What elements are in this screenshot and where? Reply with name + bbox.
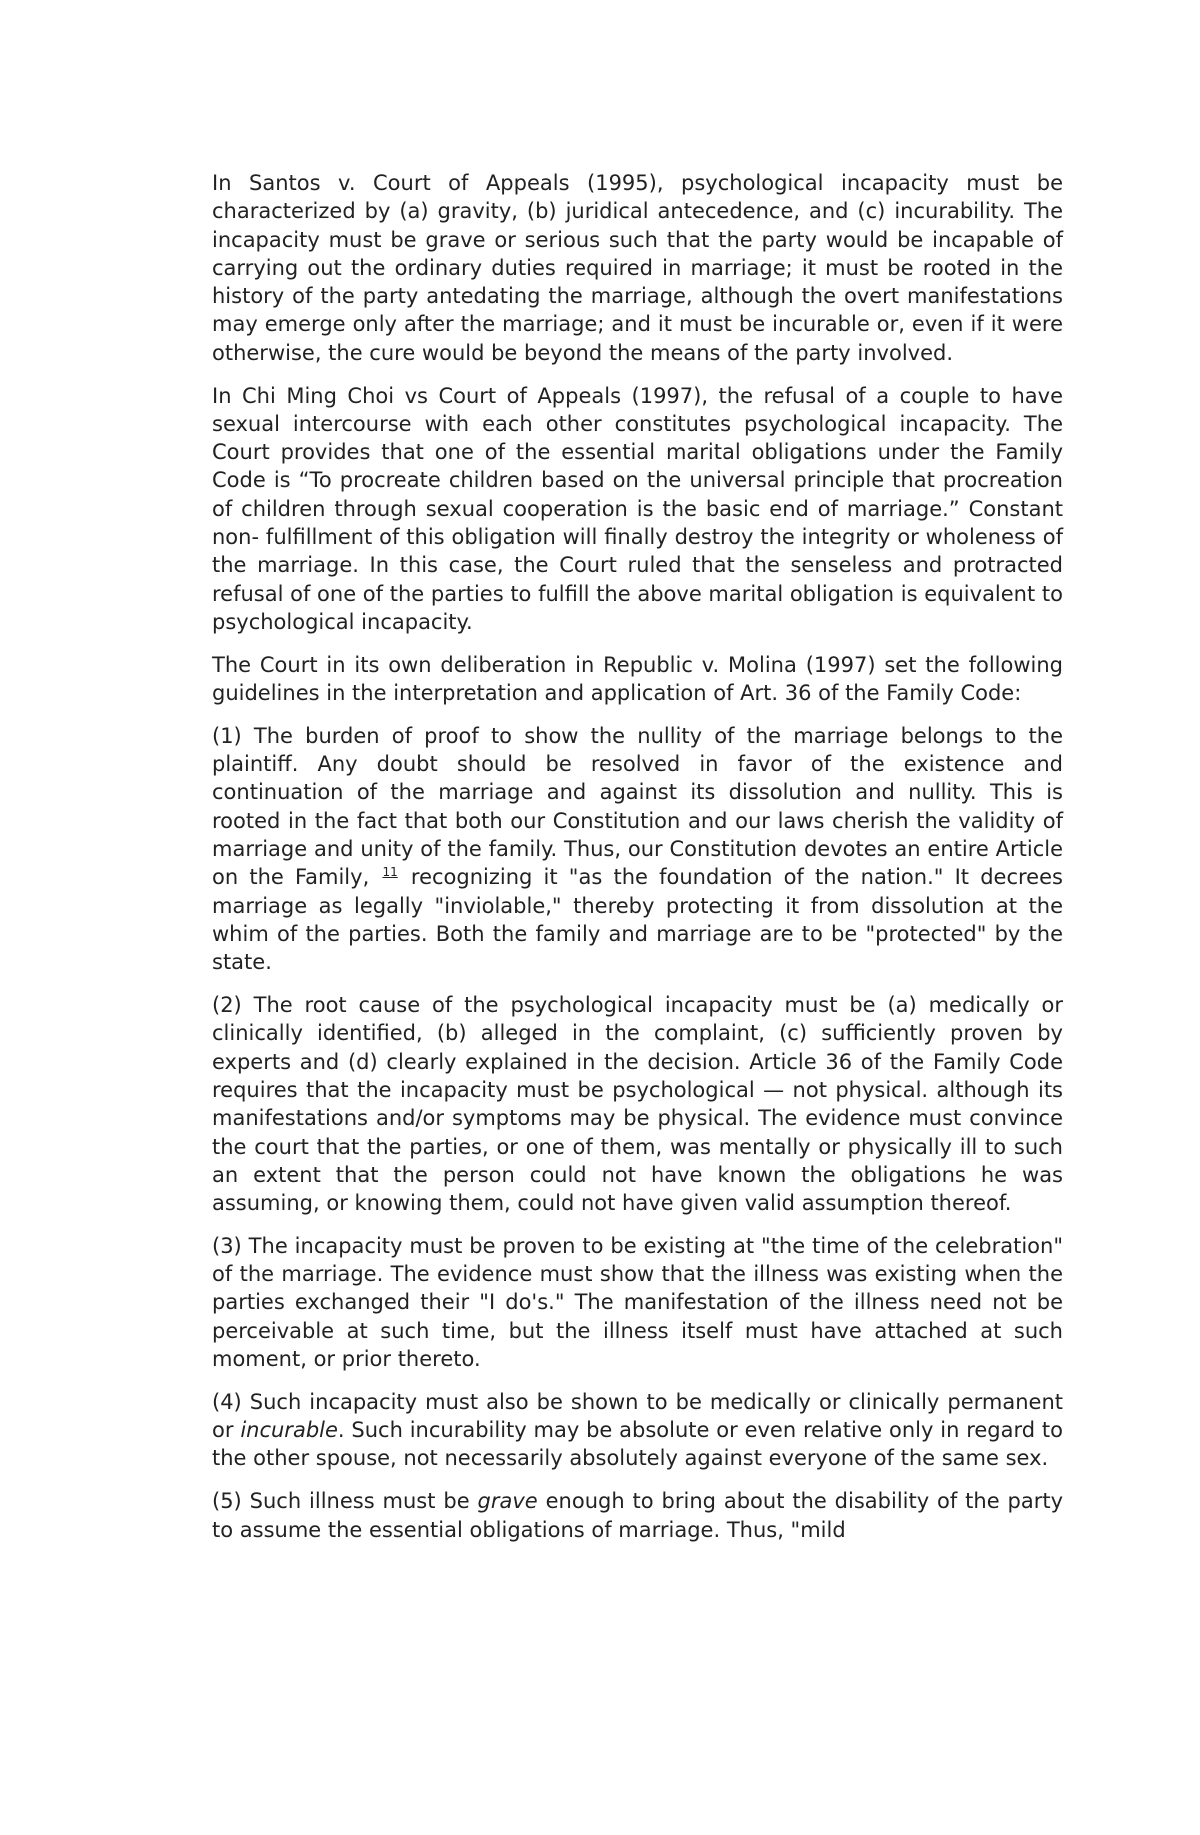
paragraph-molina-intro: The Court in its own deliberation in Republic v. Molina (1997) set the following guidelines in the interpretation and application of Art. 36 of the Family Code: (212, 652, 1063, 706)
guideline-4 (212, 1388, 1063, 1473)
guideline-5-text-after: enough to bring about the disability of the party to assume the essential obligations of marriage. Thus, "mild (212, 1489, 1064, 1542)
document-body (212, 169, 1063, 1558)
guideline-4-text-after: . Such incurability may be absolute or even relative only in regard to the other spouse, not necessarily absolutely against everyone of the same sex. (212, 1418, 1063, 1471)
guideline-1 (212, 722, 1063, 977)
guideline-4-italic-term: incurable (240, 1418, 338, 1443)
guideline-3: (3) The incapacity must be proven to be existing at "the time of the celebration" of the marriage. The evidence must show that the illness was existing when the parties exchanged their "I do's." The manifestation of the illness need not be perceivable at such time, but the illness itself must have attached at such moment, or prior thereto. (212, 1233, 1063, 1372)
guideline-5-text-before: (5) Such illness must be (212, 1489, 470, 1514)
paragraph-santos: In Santos v. Court of Appeals (1995), psychological incapacity must be characterized by (a) gravity, (b) juridical antecedence, and (c) incurability. The incapacity must be grave or serious such that the party would be incapable of carrying out the ordinary duties required in marriage; it must be rooted in the history of the party antedating the marriage, although the overt manifestations may emerge only after the marriage; and it must be incurable or, even if it were otherwise, the cure would be beyond the means of the party involved. (212, 171, 1063, 365)
guideline-1-text-before: (1) The burden of proof to show the nullity of the marriage belongs to the plaintiff. Any doubt should be resolved in favor of the existence and continuation of the marriage and against its dissolution and nullity. This is rooted in the fact that both our Constitution and our laws cherish the validity of marriage and unity of the family. Thus, our Constitution devotes an entire Article on the Family, (212, 723, 1063, 890)
guideline-1-text-after: recognizing it "as the foundation of the nation." It decrees marriage as legally "inviolable," thereby protecting it from dissolution at the whim of the parties. Both the family and marriage are to be "protected" by the state. (212, 865, 1063, 975)
guideline-5-italic-term: grave (477, 1489, 538, 1514)
guideline-4-text-before: (4) Such incapacity must also be shown to be medically or clinically permanent or (212, 1389, 1063, 1443)
guideline-5 (212, 1487, 1063, 1544)
paragraph-chi-ming-choi: In Chi Ming Choi vs Court of Appeals (1997), the refusal of a couple to have sexual intercourse with each other constitutes psychological incapacity. The Court provides that one of the essential marital obligations under the Family Code is “To procreate children based on the universal principle that procreation of children through sexual cooperation is the basic end of marriage.” Constant non- fulfillment of this obligation will finally destroy the integrity or wholeness of the marriage. In this case, the Court ruled that the senseless and protracted refusal of one of the parties to fulfill the above marital obligation is equivalent to psychological incapacity. (212, 383, 1063, 634)
guideline-2: (2) The root cause of the psychological incapacity must be (a) medically or clinically identified, (b) alleged in the complaint, (c) sufficiently proven by experts and (d) clearly explained in the decision. Article 36 of the Family Code requires that the incapacity must be psychological — not physical. although its manifestations and/or symptoms may be physical. The evidence must convince the court that the parties, or one of them, was mentally or physically ill to such an extent that the person could not have known the obligations he was assuming, or knowing them, could not have given valid assumption thereof. (212, 993, 1063, 1216)
footnote-link-11[interactable]: 11 (382, 865, 398, 880)
